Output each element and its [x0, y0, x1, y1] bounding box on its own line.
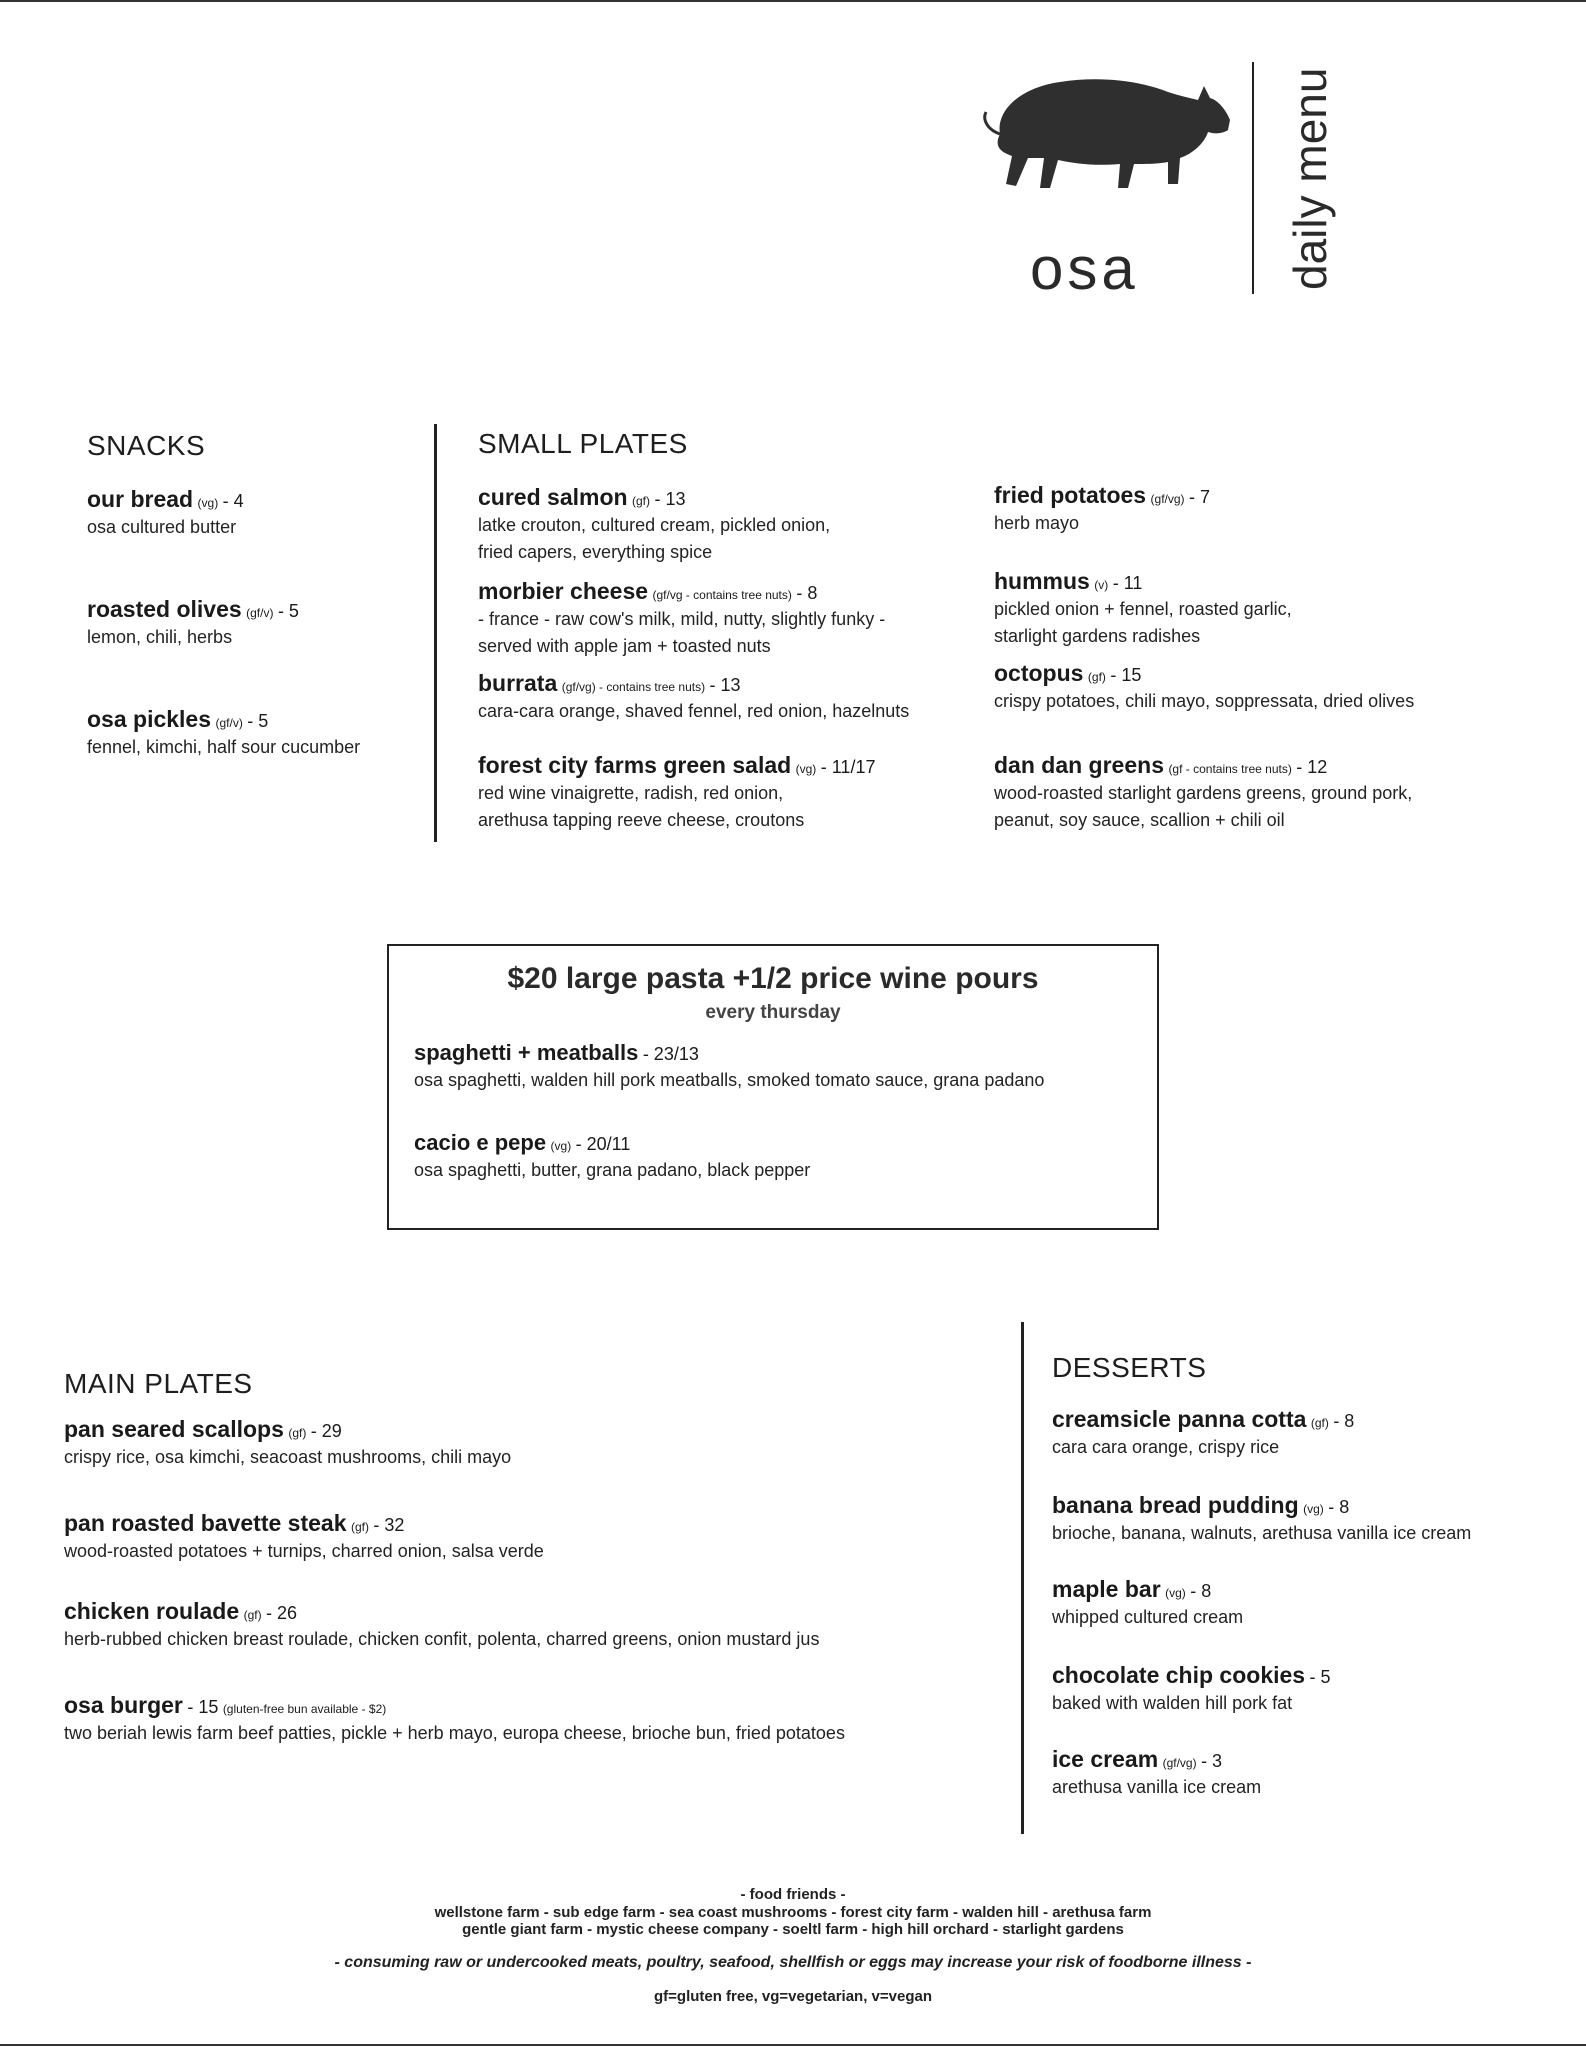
item-desc: lemon, chili, herbs: [87, 627, 233, 647]
item-price: - 13: [709, 675, 741, 695]
menu-item-cacio-e-pepe: [414, 1130, 810, 1183]
item-price: - 23/13: [642, 1044, 699, 1064]
item-name: spaghetti + meatballs: [414, 1040, 639, 1065]
item-price: - 13: [654, 489, 686, 509]
item-name: morbier cheese: [478, 578, 649, 604]
item-tag: (gf): [350, 1520, 369, 1534]
item-tag-gluten-free: (gluten-free bun available - $2): [222, 1702, 387, 1716]
item-tag: (gf/v): [215, 716, 243, 730]
logo: [978, 72, 1238, 202]
item-tag: (gf): [1310, 1416, 1329, 1430]
item-tag: (gf): [243, 1608, 262, 1622]
item-name: maple bar: [1052, 1576, 1161, 1602]
menu-item-octopus: [994, 660, 1414, 714]
brand-name: osa: [1030, 235, 1139, 302]
item-tag: (gf/vg) - contains tree nuts): [561, 680, 706, 694]
dietary-legend: gf=gluten free, vg=vegetarian, v=vegan: [653, 1988, 933, 2005]
item-name: pan roasted bavette steak: [64, 1510, 347, 1536]
item-name: chicken roulade: [64, 1598, 240, 1624]
daily-menu-label: daily menu: [1284, 67, 1336, 290]
item-tag: (gf): [1087, 670, 1106, 684]
item-name: pan seared scallops: [64, 1416, 284, 1442]
menu-item-cured-salmon: [478, 484, 830, 565]
item-desc: osa spaghetti, walden hill pork meatballs, smoked tomato sauce, grana padano: [414, 1070, 1045, 1090]
desserts-divider: [1021, 1322, 1024, 1834]
food-friends-title: - food friends -: [740, 1886, 846, 1903]
item-desc: two beriah lewis farm beef patties, pickle + herb mayo, europa cheese, brioche bun, fried potatoes: [64, 1723, 845, 1743]
item-desc: served with apple jam + toasted nuts: [478, 636, 771, 656]
item-desc: fried capers, everything spice: [478, 542, 713, 562]
item-name: our bread: [87, 486, 194, 512]
menu-item-our-bread: [87, 486, 244, 540]
item-price: - 29: [310, 1421, 342, 1441]
menu-item-chicken-roulade: [64, 1598, 819, 1652]
item-tag: (vg): [1303, 1502, 1324, 1516]
pig-silhouette-icon: [978, 72, 1238, 202]
menu-item-maple-bar: [1052, 1576, 1243, 1630]
item-tag: (gf): [288, 1426, 307, 1440]
promo-subtitle: every thursday: [705, 1002, 841, 1023]
promo-box: [387, 944, 1159, 1230]
item-desc: starlight gardens radishes: [994, 626, 1201, 646]
item-desc: brioche, banana, walnuts, arethusa vanilla ice cream: [1052, 1523, 1472, 1543]
main-plates-title: MAIN PLATES: [64, 1368, 253, 1399]
item-desc: whipped cultured cream: [1052, 1607, 1244, 1627]
menu-item-osa-burger: [64, 1692, 845, 1746]
item-desc: osa cultured butter: [87, 517, 237, 537]
item-name: osa pickles: [87, 706, 212, 732]
item-price: - 3: [1201, 1751, 1223, 1771]
item-desc: arethusa vanilla ice cream: [1052, 1777, 1262, 1797]
item-tag: (vg): [197, 496, 219, 510]
item-tag: (vg): [795, 762, 817, 776]
menu-item-green-salad: [478, 752, 875, 833]
item-desc: peanut, soy sauce, scallion + chili oil: [994, 810, 1285, 830]
item-tag: (gf/vg - contains tree nuts): [652, 588, 792, 602]
item-price: - 8: [796, 583, 818, 603]
item-name: banana bread pudding: [1052, 1492, 1299, 1518]
item-desc: crispy potatoes, chili mayo, soppressata, dried olives: [994, 691, 1415, 711]
item-price: - 12: [1296, 757, 1328, 777]
promo-title: $20 large pasta +1/2 price wine pours: [507, 962, 1039, 995]
item-tag: (gf/v): [246, 606, 274, 620]
item-price: - 5: [247, 711, 269, 731]
menu-item-ice-cream: [1052, 1746, 1261, 1800]
item-name: forest city farms green salad: [478, 752, 792, 778]
item-name: cacio e pepe: [414, 1130, 547, 1155]
item-name: burrata: [478, 670, 558, 696]
item-name: fried potatoes: [994, 482, 1147, 508]
menu-item-roasted-olives: [87, 596, 299, 650]
item-name: osa burger: [64, 1692, 183, 1718]
item-price: - 11/17: [820, 757, 876, 777]
item-desc: latke crouton, cultured cream, pickled onion,: [478, 515, 831, 535]
menu-item-panna-cotta: [1052, 1406, 1354, 1460]
food-friends-line-1: wellstone farm - sub edge farm - sea coast mushrooms - forest city farm - walden hill - arethusa farm: [434, 1904, 1152, 1921]
item-tag: (vg): [550, 1139, 572, 1153]
item-desc: red wine vinaigrette, radish, red onion,: [478, 783, 784, 803]
item-tag: (vg): [1165, 1586, 1186, 1600]
desserts-title: DESSERTS: [1052, 1352, 1207, 1383]
item-desc: cara cara orange, crispy rice: [1052, 1437, 1280, 1457]
menu-item-morbier-cheese: [478, 578, 885, 659]
item-desc: arethusa tapping reeve cheese, croutons: [478, 810, 805, 830]
item-price: - 8: [1333, 1411, 1355, 1431]
item-price: - 5: [277, 601, 299, 621]
item-name: hummus: [994, 568, 1090, 594]
item-tag: (v): [1094, 578, 1109, 592]
item-price: - 4: [222, 491, 244, 511]
item-desc: osa spaghetti, butter, grana padano, black pepper: [414, 1160, 811, 1180]
menu-item-spaghetti-meatballs: [414, 1040, 1044, 1093]
menu-item-fried-potatoes: [994, 482, 1210, 536]
item-desc: wood-roasted potatoes + turnips, charred onion, salsa verde: [64, 1541, 544, 1561]
item-desc: baked with walden hill pork fat: [1052, 1693, 1293, 1713]
item-price: - 5: [1309, 1667, 1331, 1687]
item-tag: (gf - contains tree nuts): [1168, 762, 1292, 776]
item-desc: cara-cara orange, shaved fennel, red onion, hazelnuts: [478, 701, 910, 721]
item-price: - 7: [1189, 487, 1211, 507]
menu-item-banana-bread-pudding: [1052, 1492, 1471, 1546]
item-name: octopus: [994, 660, 1084, 686]
item-desc: - france - raw cow's milk, mild, nutty, slightly funky -: [478, 609, 886, 629]
menu-item-scallops: [64, 1416, 511, 1470]
item-desc: pickled onion + fennel, roasted garlic,: [994, 599, 1292, 619]
item-name: dan dan greens: [994, 752, 1164, 778]
item-price: - 32: [373, 1515, 405, 1535]
item-desc: herb mayo: [994, 513, 1080, 533]
item-name: cured salmon: [478, 484, 628, 510]
item-price: - 11: [1112, 573, 1143, 593]
menu-item-bavette-steak: [64, 1510, 544, 1564]
item-name: creamsicle panna cotta: [1052, 1406, 1307, 1432]
item-desc: crispy rice, osa kimchi, seacoast mushrooms, chili mayo: [64, 1447, 512, 1467]
menu-item-chocolate-chip-cookies: [1052, 1662, 1331, 1716]
item-name: ice cream: [1052, 1746, 1159, 1772]
item-tag: (gf/vg): [1150, 492, 1185, 506]
item-price: - 26: [266, 1603, 298, 1623]
item-tag: (gf/vg): [1162, 1756, 1197, 1770]
scan-edge-bottom: [0, 2044, 1586, 2046]
item-tag: (gf): [632, 494, 650, 508]
item-name: roasted olives: [87, 596, 242, 622]
item-desc: wood-roasted starlight gardens greens, ground pork,: [994, 783, 1413, 803]
menu-item-dan-dan-greens: [994, 752, 1412, 833]
food-safety-warning: - consuming raw or undercooked meats, poultry, seafood, shellfish or eggs may increase your risk of foodborne illness -: [334, 1954, 1252, 1971]
item-desc: herb-rubbed chicken breast roulade, chicken confit, polenta, charred greens, onion mustard jus: [64, 1629, 820, 1649]
food-friends-line-2: gentle giant farm - mystic cheese company - soeltl farm - high hill orchard - starlight gardens: [462, 1921, 1124, 1938]
snacks-divider: [434, 424, 437, 842]
item-desc: fennel, kimchi, half sour cucumber: [87, 737, 361, 757]
item-price: - 8: [1190, 1581, 1212, 1601]
item-price: - 8: [1328, 1497, 1350, 1517]
menu-item-osa-pickles: [87, 706, 360, 760]
small-plates-title: SMALL PLATES: [478, 428, 688, 459]
item-price: - 15: [1110, 665, 1142, 685]
item-name: chocolate chip cookies: [1052, 1662, 1306, 1688]
scan-edge-top: [0, 0, 1586, 2]
menu-item-burrata: [478, 670, 909, 724]
snacks-title: SNACKS: [87, 430, 206, 461]
menu-item-hummus: [994, 568, 1292, 649]
item-price: - 20/11: [575, 1134, 631, 1154]
daily-menu-label-wrap: [1200, 67, 1420, 290]
item-price: - 15: [187, 1697, 219, 1717]
